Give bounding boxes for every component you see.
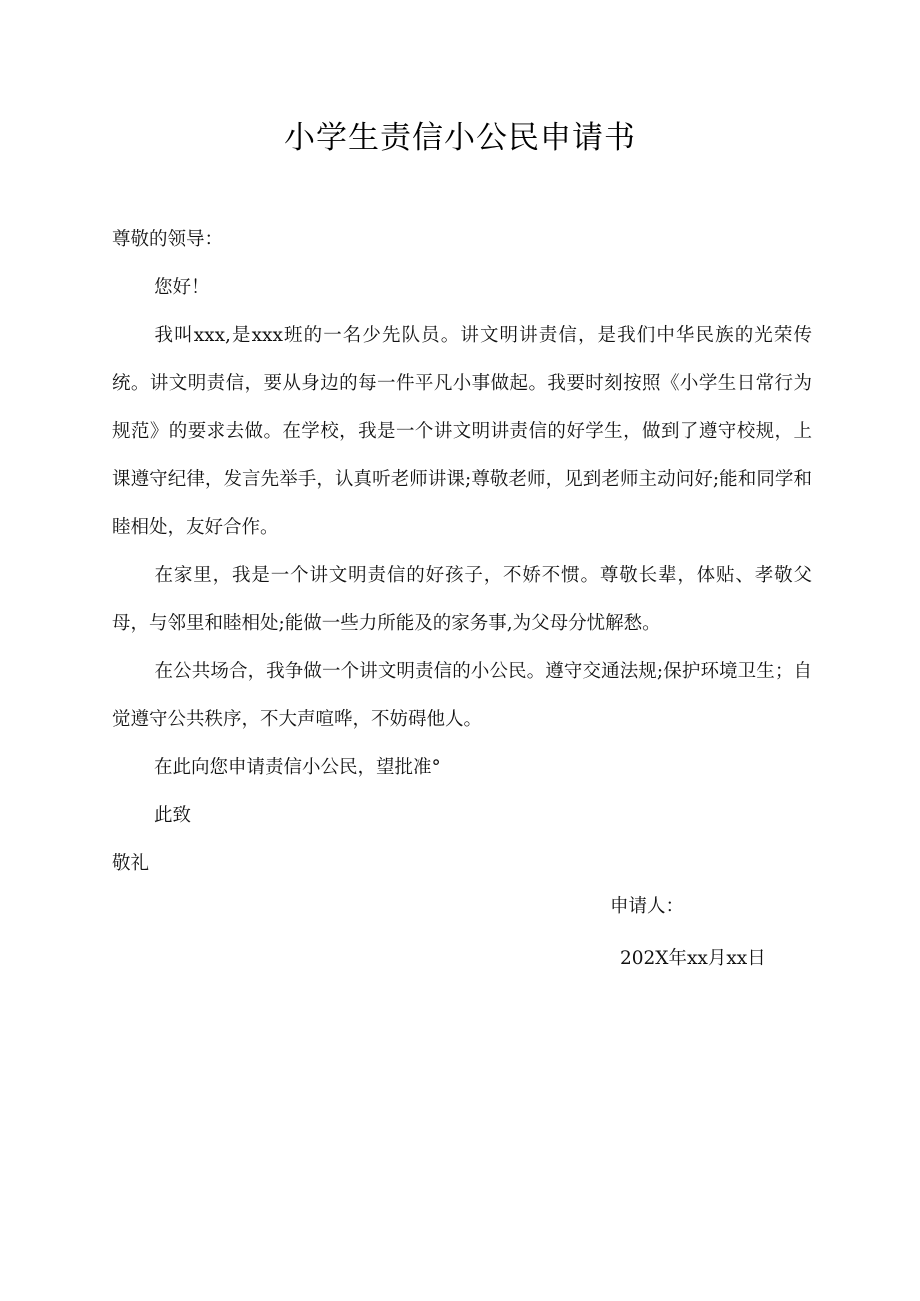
request-line: 在此向您申请责信小公民，望批准° xyxy=(154,757,441,778)
paragraph-school: 我叫xxx,是xxx班的一名少先队员。讲文明讲责信，是我们中华民族的光荣传统。讲文明责信，要从身边的每一件平凡小事做起。我要时刻按照《小学生日常行为规范》的要求去做。在学校，我是一个讲文明讲责信的好学生，做到了遵守校规，上课遵守纪律，发言先举手，认真听老师讲课;尊敬老师，见到老师主动问好;能和同学和睦相处，友好合作。 xyxy=(112,325,812,538)
applicant-label: 申请人： xyxy=(610,896,685,917)
paragraph-home: 在家里，我是一个讲文明责信的好孩子，不娇不惯。尊敬长辈，体贴、孝敬父母，与邻里和睦相处;能做一些力所能及的家务事,为父母分忧解愁。 xyxy=(112,565,812,634)
paragraph-public: 在公共场合，我争做一个讲文明责信的小公民。遵守交通法规;保护环境卫生；自觉遵守公共秩序，不大声喧哗，不妨碍他人。 xyxy=(112,661,812,730)
letter-body xyxy=(112,216,812,888)
page-title: 小学生责信小公民申请书 xyxy=(284,120,636,156)
greeting: 您好！ xyxy=(154,277,210,298)
closing-line-1: 此致 xyxy=(154,805,192,826)
salutation: 尊敬的领导： xyxy=(112,229,224,250)
date-line: 202X年xx月xx日 xyxy=(620,948,766,969)
closing-line-2: 敬礼 xyxy=(112,853,150,874)
